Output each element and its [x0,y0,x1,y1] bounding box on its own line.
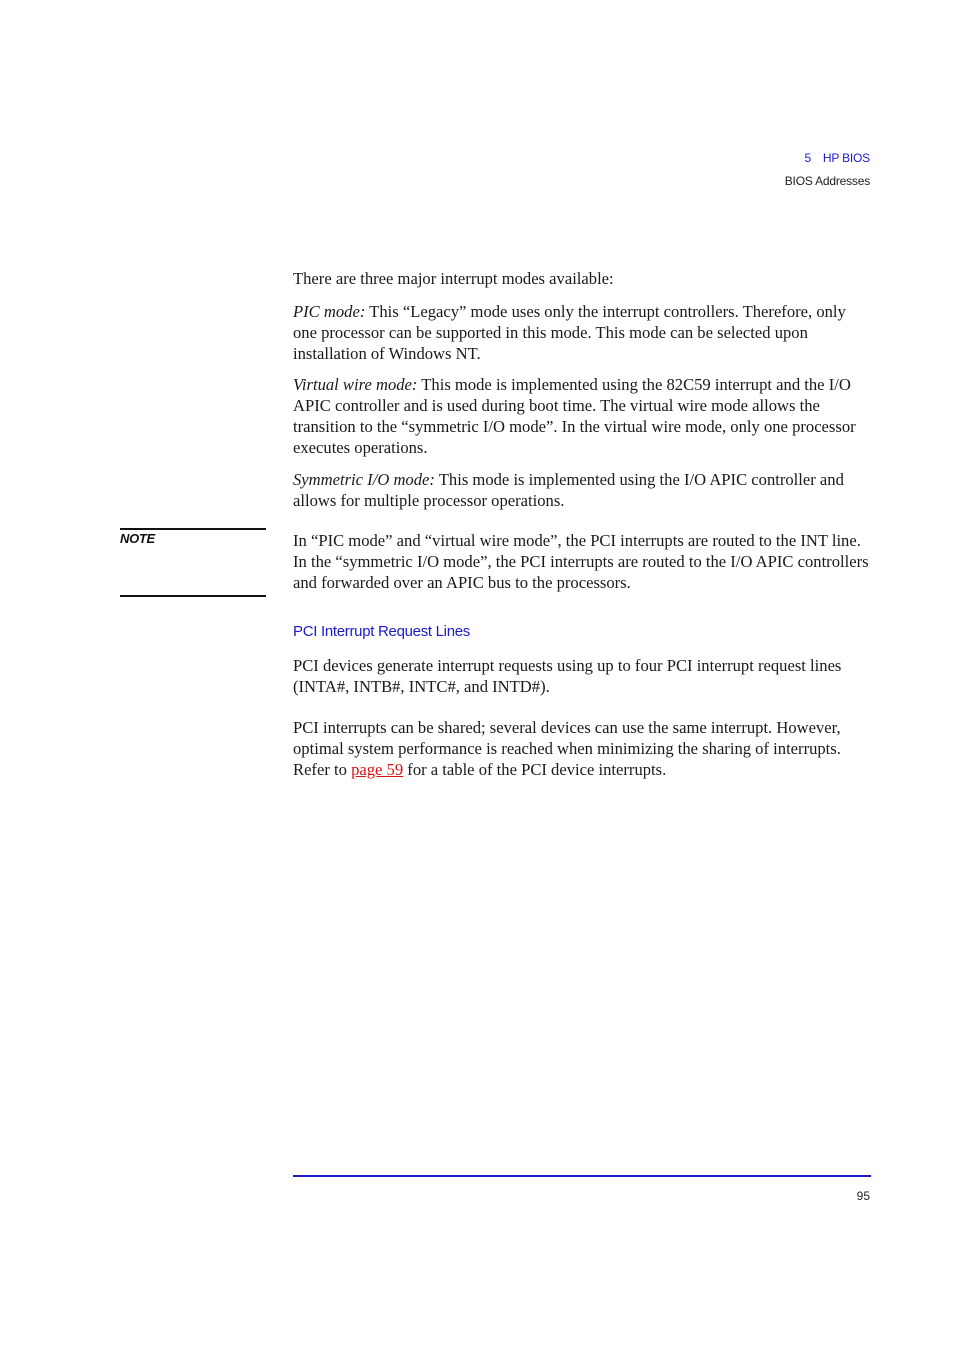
running-head-chapter [804,151,870,165]
pic-mode-term: PIC mode: [293,302,366,321]
note-paragraph [293,530,873,593]
virtual-wire-mode-term: Virtual wire mode: [293,375,418,394]
symmetric-mode-term: Symmetric I/O mode: [293,470,435,489]
page-number: 95 [856,1189,870,1203]
note-text: In “PIC mode” and “virtual wire mode”, the PCI interrupts are routed to the INT line. In the “symmetric I/O mode”, the PCI interrupts are routed to the I/O APIC controllers and forwarded over an APIC bus to the processors. [293,531,869,592]
footer-rule [293,1175,871,1177]
note-bottom-rule [120,595,266,597]
pic-mode-text: This “Legacy” mode uses only the interrupt controllers. Therefore, only one processor can be supported in this mode. This mode can be selected upon installation of Windows NT. [293,302,846,363]
virtual-wire-mode-text: This mode is implemented using the 82C59 interrupt and the I/O APIC controller and is used during boot time. The virtual wire mode allows the transition to the “symmetric I/O mode”. In the virtual wire mode, only one processor executes operations. [293,375,856,457]
intro-text: There are three major interrupt modes available: [293,269,614,288]
note-label: NOTE [120,531,155,546]
pci-sharing-text-after: for a table of the PCI device interrupts. [403,760,667,779]
symmetric-mode-paragraph [293,469,873,511]
running-head-section: BIOS Addresses [784,174,870,188]
page-59-link[interactable]: page 59 [351,760,404,779]
section-heading: PCI Interrupt Request Lines [293,623,470,640]
virtual-wire-mode-paragraph [293,374,873,458]
pci-sharing-text-before: PCI interrupts can be shared; several devices can use the same interrupt. However, optimal system performance is reached when minimizing the sharing of interrupts. Refer to [293,718,841,779]
pci-sharing-paragraph [293,717,873,780]
pci-lines-text: PCI devices generate interrupt requests using up to four PCI interrupt request lines (INTA#, INTB#, INTC#, and INTD#). [293,656,842,696]
pic-mode-paragraph [293,301,873,364]
symmetric-mode-text: This mode is implemented using the I/O APIC controller and allows for multiple processor operations. [293,470,844,510]
intro-paragraph [293,268,873,289]
chapter-title: HP BIOS [822,151,870,165]
chapter-number: 5 [804,151,811,165]
note-top-rule [120,528,266,530]
pci-lines-paragraph [293,655,873,697]
